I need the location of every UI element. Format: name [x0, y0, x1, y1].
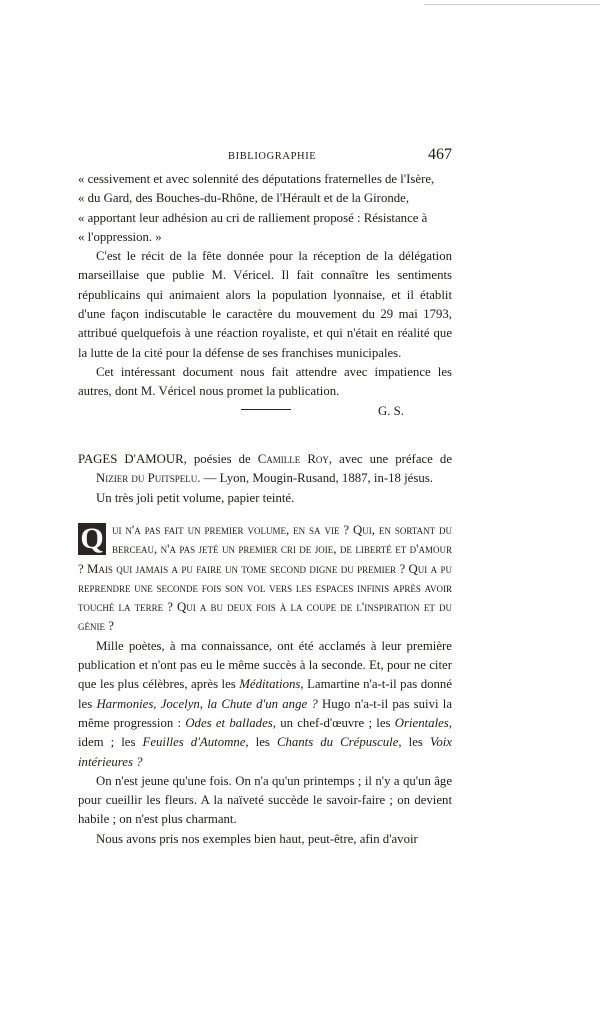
- quote-line: « l'oppression. »: [78, 229, 162, 244]
- scan-edge-line: [424, 4, 600, 5]
- closing-review-section: [78, 170, 452, 421]
- work-title: Voix intérieures ?: [78, 735, 452, 769]
- section-divider: [241, 409, 291, 410]
- book-title: PAGES D'AMOUR,: [78, 452, 187, 466]
- paragraph: Nous avons pris nos exemples bien haut, peut-être, afin d'avoir: [96, 831, 418, 846]
- work-title: Méditations: [239, 677, 301, 692]
- quote-line: « cessivement et avec solennité des députations fraternelles de l'Isère,: [78, 172, 435, 186]
- work-title: Odes et ballades: [185, 715, 273, 730]
- quote-line: « apportant leur adhésion au cri de ralliement proposé : Résistance à: [78, 210, 428, 225]
- entry-heading: PAGES D'AMOUR, poésies de Camille Roy, avec une préface de Nizier du Puitspelu. — Lyon, Mougin-Rusand, 1887, in-18 jésus.: [78, 452, 452, 486]
- paragraph: Cet intéressant document nous fait attendre avec impatience les autres, dont M. Véricel nous promet la publication.: [78, 364, 452, 399]
- work-title: Harmonies, Jocelyn, la Chute d'un ange ?: [96, 696, 318, 711]
- work-title: Chants du Crépuscule: [276, 735, 399, 750]
- work-title: Feuilles d'Automne: [142, 735, 246, 750]
- quote-line: « du Gard, des Bouches-du-Rhône, de l'Hérault et de la Gironde,: [78, 191, 410, 206]
- page-header: [78, 146, 452, 168]
- page-number: 467: [428, 146, 452, 163]
- paragraph: Mille poètes, à ma connaissance, ont été acclamés à leur première publication et n'ont pas eu le même succès à la seconde. Et, pour ne citer que les plus célèbres, après les Méditations, Lamartine n'a-t-il pas donné les Harmonies, Jocelyn, la Chute d'un ange ? Hugo n'a-t-il pas suivi la même progression : Odes et ballades, un chef-d'œuvre ; les Orientales, idem ; les Feuilles d'Automne, les Chants du Crépuscule, les Voix intérieures ?: [78, 638, 452, 769]
- preface-author: Nizier du Puitspelu: [96, 471, 198, 486]
- drop-cap: Q: [78, 523, 106, 555]
- paragraph: On n'est jeune qu'une fois. On n'a qu'un printemps ; il n'y a qu'un âge pour cueillir les fleurs. A la naïveté succède le savoir-faire ; on devient habile ; on n'est plus charmant.: [78, 773, 452, 827]
- author-name: Camille Roy: [257, 452, 329, 466]
- paragraph: Q ui n'a pas fait un premier volume, en sa vie ? Qui, en sortant du berceau, n'a pas jeté un premier cri de joie, de liberté et d'amour ? Mais qui jamais a pu faire un tome second digne du premier ? Qui a pu reprendre une seconde fois son vol vers les espaces infinis après avoir touché la terre ? Qui a bu deux fois à la coupe de l'inspiration et du génie ?: [78, 522, 452, 634]
- entry-note: Un très joli petit volume, papier teinté.: [96, 490, 295, 505]
- signature: G. S.: [378, 403, 404, 418]
- running-head: BIBLIOGRAPHIE: [228, 151, 317, 162]
- bibliographic-entry: [78, 450, 452, 508]
- work-title: Orientales: [394, 715, 449, 730]
- paragraph: C'est le récit de la fête donnée pour la réception de la délégation marseillaise que publie M. Véricel. Il fait connaître les sentiments républicains qui animaient alors la population lyonnaise, et il établit d'une façon indiscutable le caractère du mouvement du 29 mai 1793, attribué quelquefois à une réaction royaliste, et qui n'était en réalité que la lutte de la cité pour la défense de ses franchises municipales.: [78, 249, 452, 360]
- review-body: [78, 521, 452, 849]
